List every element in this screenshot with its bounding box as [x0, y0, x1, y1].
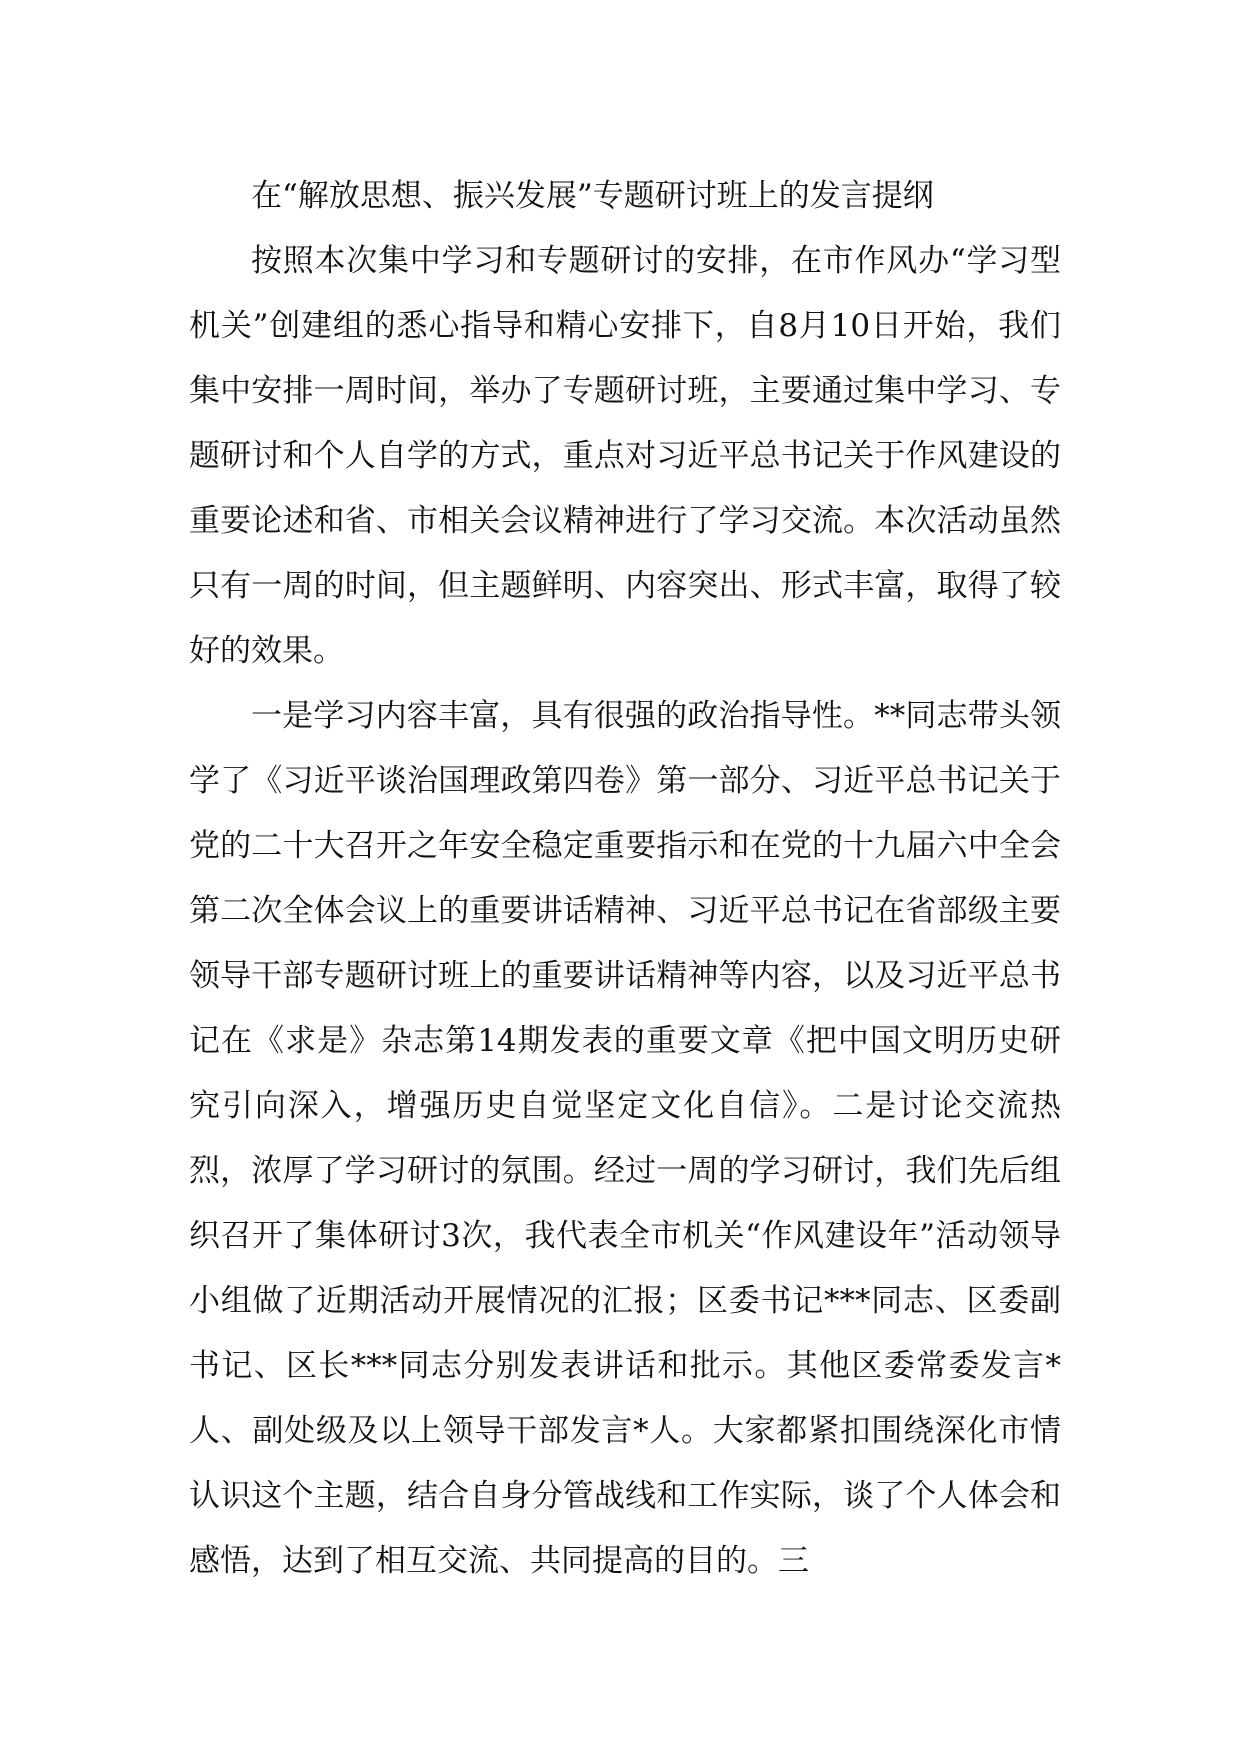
paragraph-body: 一是学习内容丰富，具有很强的政治指导性。**同志带头领学了《习近平谈治国理政第四卷》第一部分、习近平总书记关于党的二十大召开之年安全稳定重要指示和在党的十九届六中全会第二次全体会议上的重要讲话精神、习近平总书记在省部级主要领导干部专题研讨班上的重要讲话精神等内容，以及习近平总书记在《求是》杂志第14期发表的重要文章《把中国文明历史研究引向深入，增强历史自觉坚定文化自信》。二是讨论交流热烈，浓厚了学习研讨的氛围。经过一周的学习研讨，我们先后组织召开了集体研讨3次，我代表全市机关“作风建设年”活动领导小组做了近期活动开展情况的汇报；区委书记***同志、区委副书记、区长***同志分别发表讲话和批示。其他区委常委发言*人、副处级及以上领导干部发言*人。大家都紧扣围绕深化市情认识这个主题，结合自身分管战线和工作实际，谈了个人体会和感悟，达到了相互交流、共同提高的目的。三 [189, 698, 1061, 1579]
document-body [189, 164, 1061, 1594]
paragraph-intro: 按照本次集中学习和专题研讨的安排，在市作风办“学习型机关”创建组的悉心指导和精心安排下，自8月10日开始，我们集中安排一周时间，举办了专题研讨班，主要通过集中学习、专题研讨和个人自学的方式，重点对习近平总书记关于作风建设的重要论述和省、市相关会议精神进行了学习交流。本次活动虽然只有一周的时间，但主题鲜明、内容突出、形式丰富，取得了较好的效果。 [189, 243, 1061, 669]
document-title: 在“解放思想、振兴发展”专题研讨班上的发言提纲 [251, 178, 934, 214]
